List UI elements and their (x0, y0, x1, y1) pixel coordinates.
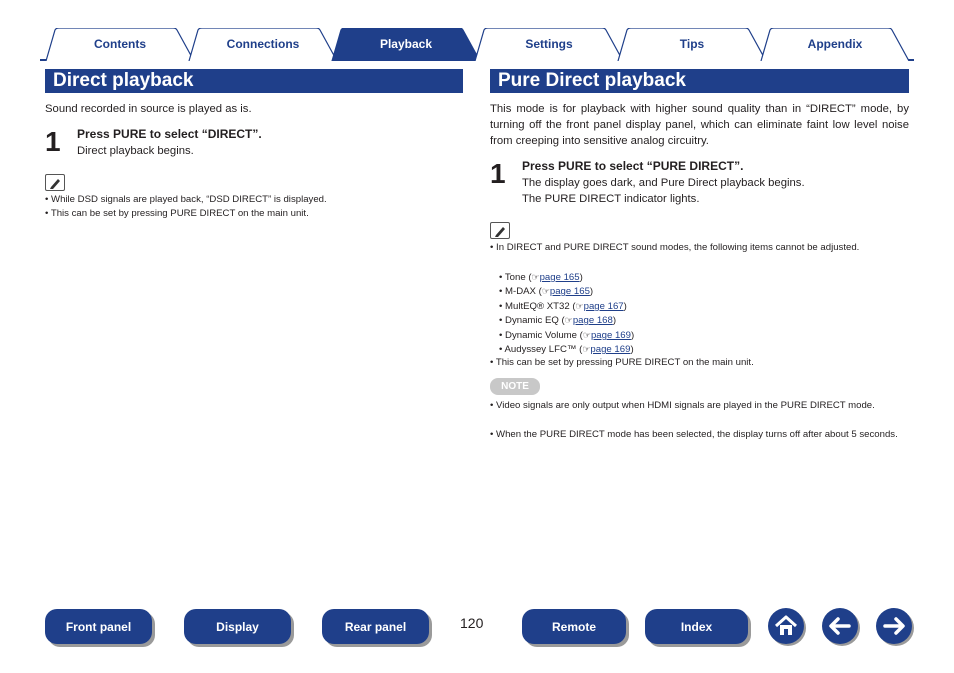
hand-pointer-icon: ☞ (564, 315, 573, 325)
remote-button[interactable]: Remote (522, 609, 626, 644)
note-item: • When the PURE DIRECT mode has been selected, the display turns off after about 5 seconds. (490, 429, 898, 440)
note-item: • While DSD signals are played back, “DSD DIRECT” is displayed. (45, 194, 327, 205)
tab-connections[interactable] (188, 28, 338, 61)
step-description: The PURE DIRECT indicator lights. (522, 193, 700, 205)
pencil-icon (45, 174, 65, 191)
step-description: Direct playback begins. (77, 145, 194, 157)
tab-settings[interactable] (474, 28, 624, 61)
item-label: • M-DAX ( (499, 286, 542, 297)
back-arrow-icon (822, 608, 858, 644)
hand-pointer-icon: ☞ (541, 286, 550, 296)
list-item: • MultEQ® XT32 (☞page 167) (499, 301, 627, 312)
tab-bar (0, 0, 954, 62)
back-button[interactable] (822, 608, 858, 644)
index-button[interactable]: Index (645, 609, 748, 644)
page-number: 120 (460, 615, 484, 631)
home-icon (768, 608, 804, 644)
note-badge: NOTE (490, 378, 540, 395)
tip-intro: • In DIRECT and PURE DIRECT sound modes, the following items cannot be adjusted. (490, 242, 860, 253)
step-number: 1 (490, 158, 506, 189)
list-item: • Dynamic EQ (☞page 168) (499, 315, 617, 326)
direct-playback-heading: Direct playback (45, 69, 463, 93)
pure-direct-heading: Pure Direct playback (490, 69, 909, 93)
tab-label: Appendix (807, 37, 863, 51)
page-link[interactable]: page 169 (590, 344, 631, 355)
step-description: The display goes dark, and Pure Direct playback begins. (522, 177, 805, 189)
item-label: • Tone ( (499, 272, 532, 283)
tab-label: Settings (525, 37, 573, 51)
tip-last: • This can be set by pressing PURE DIRECT on the main unit. (490, 357, 754, 368)
hand-pointer-icon: ☞ (582, 330, 591, 340)
tab-contents[interactable] (45, 28, 195, 61)
forward-arrow-icon (876, 608, 912, 644)
hand-pointer-icon: ☞ (582, 344, 591, 354)
pure-direct-intro: This mode is for playback with higher sound quality than in “DIRECT” mode, by turning off the front panel display panel, which can eliminate faint low level noise from creeping into sensitive analog circuitry. (490, 103, 909, 147)
page-link[interactable]: page 168 (572, 315, 613, 326)
item-label: • Dynamic Volume ( (499, 330, 583, 341)
list-item: • Dynamic Volume (☞page 169) (499, 330, 635, 341)
item-label: • Audyssey LFC™ ( (499, 344, 583, 355)
rear-panel-button[interactable]: Rear panel (322, 609, 429, 644)
display-button[interactable]: Display (184, 609, 291, 644)
tab-label: Tips (679, 37, 705, 51)
tab-appendix[interactable] (760, 28, 910, 61)
hand-pointer-icon: ☞ (531, 272, 540, 282)
step-number: 1 (45, 126, 61, 157)
item-label: • Dynamic EQ ( (499, 315, 565, 326)
tab-playback[interactable] (331, 28, 481, 61)
note-item: • This can be set by pressing PURE DIRECT on the main unit. (45, 208, 309, 219)
tab-label: Connections (226, 37, 300, 51)
home-button[interactable] (768, 608, 804, 644)
pencil-icon (490, 222, 510, 239)
tab-label: Contents (94, 37, 146, 51)
step-title: Press PURE to select “PURE DIRECT”. (522, 159, 744, 173)
list-item: • Audyssey LFC™ (☞page 169) (499, 344, 634, 355)
tab-label: Playback (379, 37, 433, 51)
forward-button[interactable] (876, 608, 912, 644)
note-item: • Video signals are only output when HDMI signals are played in the PURE DIRECT mode. (490, 400, 875, 411)
step-title: Press PURE to select “DIRECT”. (77, 127, 262, 141)
item-label: • MultEQ® XT32 ( (499, 301, 576, 312)
front-panel-button[interactable]: Front panel (45, 609, 152, 644)
list-item: • Tone (☞page 165) (499, 272, 583, 283)
hand-pointer-icon: ☞ (575, 301, 584, 311)
direct-playback-intro: Sound recorded in source is played as is. (45, 103, 252, 115)
list-item: • M-DAX (☞page 165) (499, 286, 594, 297)
tab-tips[interactable] (617, 28, 767, 61)
page-link[interactable]: page 165 (549, 286, 590, 297)
page-link[interactable]: page 169 (590, 330, 631, 341)
page-link[interactable]: page 167 (583, 301, 624, 312)
page-link[interactable]: page 165 (539, 272, 580, 283)
